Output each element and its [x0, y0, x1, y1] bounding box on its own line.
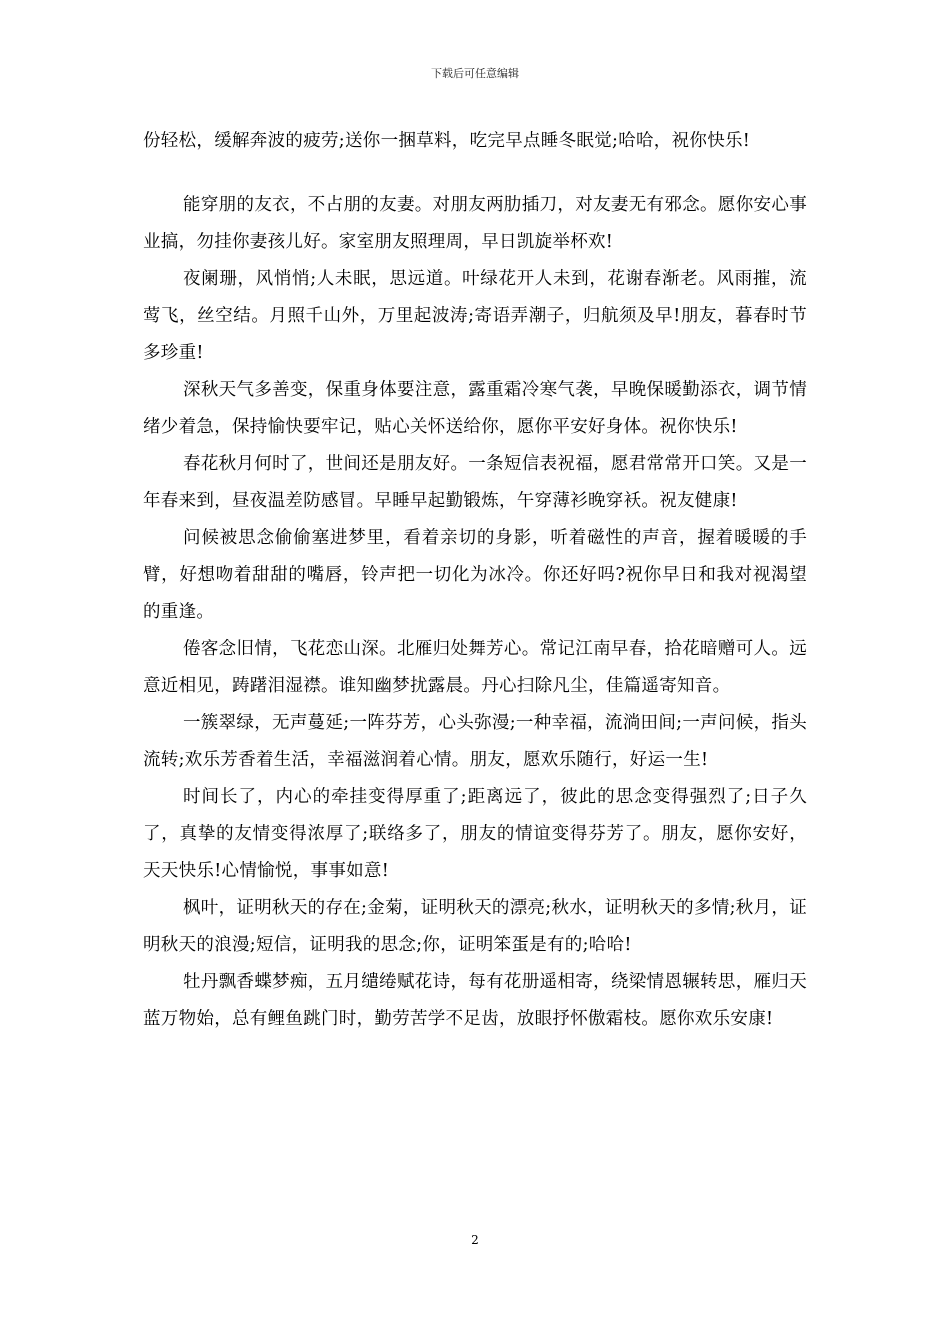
paragraph: 春花秋月何时了，世间还是朋友好。一条短信表祝福，愿君常常开口笑。又是一年春来到，昼夜温差防感冒。早睡早起勤锻炼，午穿薄衫晚穿袄。祝友健康!: [143, 454, 807, 511]
paragraph: 牡丹飘香蝶梦痴，五月缱绻赋花诗，每有花册遥相寄，绕梁情恩辗转思，雁归天蓝万物始，总有鲤鱼跳门时，勤劳苦学不足齿，放眼抒怀傲霜枝。愿你欢乐安康!: [143, 972, 807, 1029]
paragraph-continued: 份轻松，缓解奔波的疲劳;送你一捆草料，吃完早点睡冬眠觉;哈哈，祝你快乐!: [143, 131, 751, 151]
paragraph: 能穿朋的友衣，不占朋的友妻。对朋友两肋插刀，对友妻无有邪念。愿你安心事业搞，勿挂你妻孩儿好。家室朋友照理周，早日凯旋举杯欢!: [143, 195, 807, 252]
paragraph: 问候被思念偷偷塞进梦里，看着亲切的身影，听着磁性的声音，握着暖暖的手臂，好想吻着甜甜的嘴唇，铃声把一切化为冰冷。你还好吗?祝你早日和我对视渴望的重逢。: [143, 528, 807, 622]
paragraph: 倦客念旧情，飞花恋山深。北雁归处舞芳心。常记江南早春，拾花暗赠可人。远意近相见，踌躇泪湿襟。谁知幽梦扰露晨。丹心扫除凡尘，佳篇遥寄知音。: [143, 639, 807, 696]
page-header: 下载后可任意编辑: [431, 67, 519, 80]
paragraph: 时间长了，内心的牵挂变得厚重了;距离远了，彼此的思念变得强烈了;日子久了，真挚的友情变得浓厚了;联络多了，朋友的情谊变得芬芳了。朋友，愿你安好，天天快乐!心情愉悦，事事如意!: [143, 787, 807, 881]
page-number: 2: [471, 1233, 479, 1247]
paragraph: 深秋天气多善变，保重身体要注意，露重霜冷寒气袭，早晚保暖勤添衣，调节情绪少着急，保持愉快要牢记，贴心关怀送给你，愿你平安好身体。祝你快乐!: [143, 380, 807, 437]
paragraph: 夜阑珊，风悄悄;人未眠，思远道。叶绿花开人未到，花谢春渐老。风雨摧，流莺飞，丝空结。月照千山外，万里起波涛;寄语弄潮子，归航须及早!朋友，暮春时节多珍重!: [143, 269, 807, 363]
paragraph: 一簇翠绿，无声蔓延;一阵芬芳，心头弥漫;一种幸福，流淌田间;一声问候，指头流转;欢乐芳香着生活，幸福滋润着心情。朋友，愿欢乐随行，好运一生!: [143, 713, 807, 770]
document-body: [143, 123, 807, 1038]
paragraph: 枫叶，证明秋天的存在;金菊，证明秋天的漂亮;秋水，证明秋天的多情;秋月，证明秋天的浪漫;短信，证明我的思念;你，证明笨蛋是有的;哈哈!: [143, 898, 807, 955]
